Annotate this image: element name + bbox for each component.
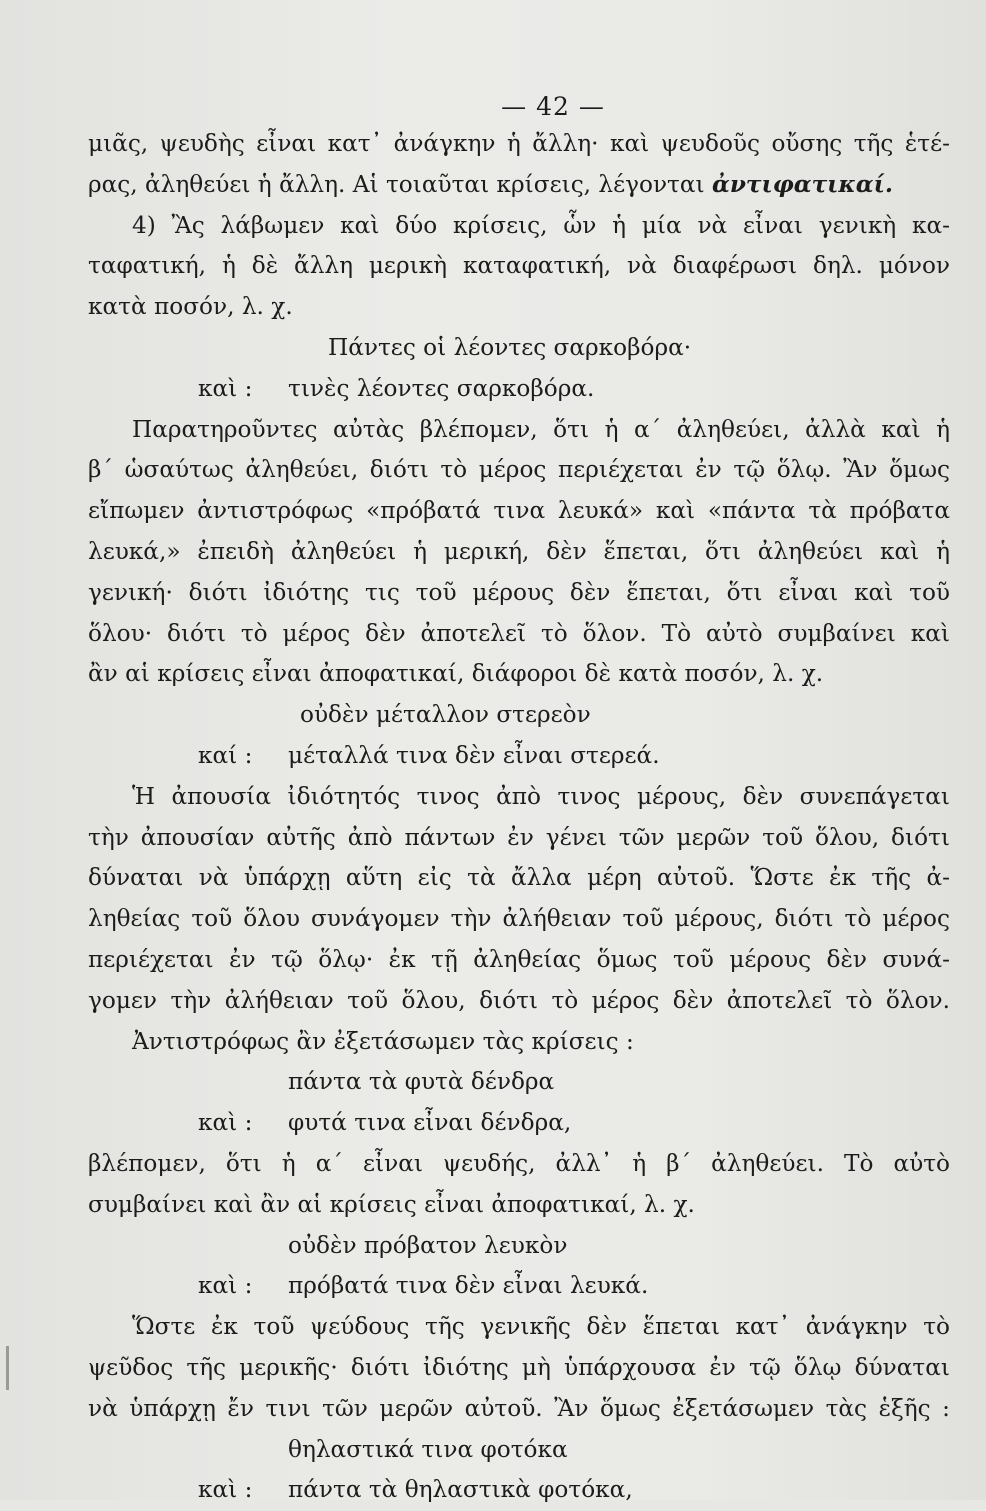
example-label [88, 1226, 288, 1267]
line-text: μιᾶς, ψευδὴς εἶναι κατ᾽ ἀνάγκην ἡ ἄλλη· καὶ ψευδοῦς οὔσης τῆς ἑτέ- [88, 130, 950, 157]
text-line [88, 695, 950, 736]
text-line [88, 899, 950, 940]
line-text: ρας, ἀληθεύει ἡ ἄλλη. Αἱ τοιαῦται κρίσεις, λέγονται [88, 170, 705, 198]
body-text [88, 124, 950, 1511]
text-line [88, 736, 950, 777]
line-text: εἴπωμεν ἀντιστρόφως «πρόβατά τινα λευκά» καὶ «πάντα τὰ πρόβατα [88, 497, 950, 525]
text-line [88, 532, 950, 573]
example-text: πάντα τὰ θηλαστικὰ φοτόκα, [288, 1476, 633, 1504]
text-line [88, 614, 950, 655]
line-text: ψεῦδος τῆς μερικῆς· διότι ἰδιότης μὴ ὑπάρχουσα ἐν τῷ ὅλῳ δύναται [88, 1353, 950, 1381]
text-line [88, 1185, 950, 1226]
text-line [88, 287, 950, 328]
text-line [88, 858, 950, 899]
text-line [88, 410, 950, 451]
example-label [88, 328, 328, 369]
line-text: γομεν τὴν ἀλήθειαν τοῦ ὅλου, διότι τὸ μέρος δὲν ἀποτελεῖ τὸ ὅλον. [88, 986, 950, 1014]
line-text: συμβαίνει καὶ ἂν αἱ κρίσεις εἶναι ἀποφατικαί, λ. χ. [88, 1190, 695, 1218]
text-line [88, 369, 950, 410]
text-line [88, 206, 950, 247]
line-text: Ὥστε ἐκ τοῦ ψεύδους τῆς γενικῆς δὲν ἕπεται κατ᾽ ἀνάγκην τὸ [132, 1313, 950, 1341]
line-text: ταφατική, ἡ δὲ ἄλλη μερικὴ καταφατική, νὰ διαφέρωσι δηλ. μόνον [88, 252, 950, 280]
example-label: καὶ : [198, 1476, 253, 1504]
line-text: ληθείας τοῦ ὅλου συνάγομεν τὴν ἀλήθειαν τοῦ μέρους, διότι τὸ μέρος [88, 905, 950, 933]
text-line [88, 818, 950, 859]
example-text: οὐδὲν πρόβατον λευκὸν [288, 1231, 568, 1259]
text-line [88, 450, 950, 491]
text-line [88, 981, 950, 1022]
line-text: Ἀντιστρόφως ἂν ἐξετάσωμεν τὰς κρίσεις : [132, 1027, 634, 1055]
example-label: καὶ : [198, 1109, 253, 1137]
text-line [88, 1103, 950, 1144]
page-number: — 42 — [501, 92, 605, 121]
line-text: λευκά,» ἐπειδὴ ἀληθεύει ἡ μερική, δὲν ἕπεται, ὅτι ἀληθεύει καὶ ἡ [88, 537, 950, 565]
text-line [88, 1307, 950, 1348]
text-line [88, 124, 950, 165]
emphasized-term: ἀντιφατικαί. [712, 170, 893, 198]
line-text: νὰ ὑπάρχῃ ἔν τινι τῶν μερῶν αὐτοῦ. Ἂν ὅμως ἐξετάσωμεν τὰς ἑξῆς : [88, 1394, 950, 1422]
example-label [88, 695, 300, 736]
example-text: πρόβατά τινα δὲν εἶναι λευκά. [288, 1272, 649, 1300]
line-text: τὴν ἀπουσίαν αὐτῆς ἀπὸ πάντων ἐν γένει τῶν μερῶν τοῦ ὅλου, διότι [88, 823, 950, 851]
example-text: μέταλλά τινα δὲν εἶναι στερεά. [288, 741, 660, 769]
text-line [88, 1430, 950, 1471]
line-text: βλέπομεν, ὅτι ἡ α΄ εἶναι ψευδής, ἀλλ᾽ ἡ β΄ ἀληθεύει. Τὸ αὐτὸ [88, 1149, 950, 1177]
text-line [88, 246, 950, 287]
example-label: καὶ : [198, 1272, 253, 1300]
example-text: πάντα τὰ φυτὰ δένδρα [288, 1068, 555, 1096]
line-text: περιέχεται ἐν τῷ ὅλῳ· ἐκ τῇ ἀληθείας ὅμως τοῦ μέρους δὲν συνά- [88, 945, 950, 973]
text-line [88, 1348, 950, 1389]
example-text: φυτά τινα εἶναι δένδρα, [288, 1109, 572, 1137]
text-line [88, 940, 950, 981]
line-text: δύναται νὰ ὑπάρχῃ αὕτη εἰς τὰ ἄλλα μέρη αὐτοῦ. Ὥστε ἐκ τῆς ἀ- [88, 864, 950, 892]
text-line [88, 1062, 950, 1103]
line-text: Παρατηροῦντες αὐτὰς βλέπομεν, ὅτι ἡ α΄ ἀληθεύει, ἀλλὰ καὶ ἡ [132, 415, 950, 443]
line-text: ἂν αἱ κρίσεις εἶναι ἀποφατικαί, διάφοροι δὲ κατὰ ποσόν, λ. χ. [88, 660, 824, 688]
text-line [88, 1226, 950, 1267]
example-label [88, 1430, 288, 1471]
line-text: 4) Ἂς λάβωμεν καὶ δύο κρίσεις, ὧν ἡ μία νὰ εἶναι γενικὴ κα- [132, 211, 950, 239]
example-label: καὶ : [198, 374, 253, 402]
example-text: τινὲς λέοντες σαρκοβόρα. [288, 374, 595, 402]
text-line [88, 1266, 950, 1307]
text-line [88, 165, 950, 206]
line-text: ὅλου· διότι τὸ μέρος δὲν ἀποτελεῖ τὸ ὅλον. Τὸ αὐτὸ συμβαίνει καὶ [88, 619, 950, 647]
example-text: θηλαστικά τινα φοτόκα [288, 1435, 568, 1463]
text-line [88, 1022, 950, 1063]
text-line [88, 777, 950, 818]
text-line [88, 1470, 950, 1511]
line-text: Ἡ ἀπουσία ἰδιότητός τινος ἀπὸ τινος μέρους, δὲν συνεπάγεται [132, 782, 950, 810]
line-text: β΄ ὡσαύτως ἀληθεύει, διότι τὸ μέρος περιέχεται ἐν τῷ ὅλῳ. Ἂν ὅμως [88, 456, 950, 484]
example-text: Πάντες οἱ λέοντες σαρκοβόρα· [328, 333, 692, 361]
example-label [88, 1062, 288, 1103]
text-line [88, 491, 950, 532]
text-line [88, 1389, 950, 1430]
text-line [88, 328, 950, 369]
line-text: γενική· διότι ἰδιότης τις τοῦ μέρους δὲν ἕπεται, ὅτι εἶναι καὶ τοῦ [88, 578, 950, 606]
text-line [88, 654, 950, 695]
text-line [88, 1144, 950, 1185]
example-label: καί : [198, 741, 253, 769]
margin-mark [6, 1346, 9, 1390]
text-line [88, 573, 950, 614]
line-text: κατὰ ποσόν, λ. χ. [88, 293, 293, 321]
example-text: οὐδὲν μέταλλον στερεὸν [300, 701, 591, 729]
